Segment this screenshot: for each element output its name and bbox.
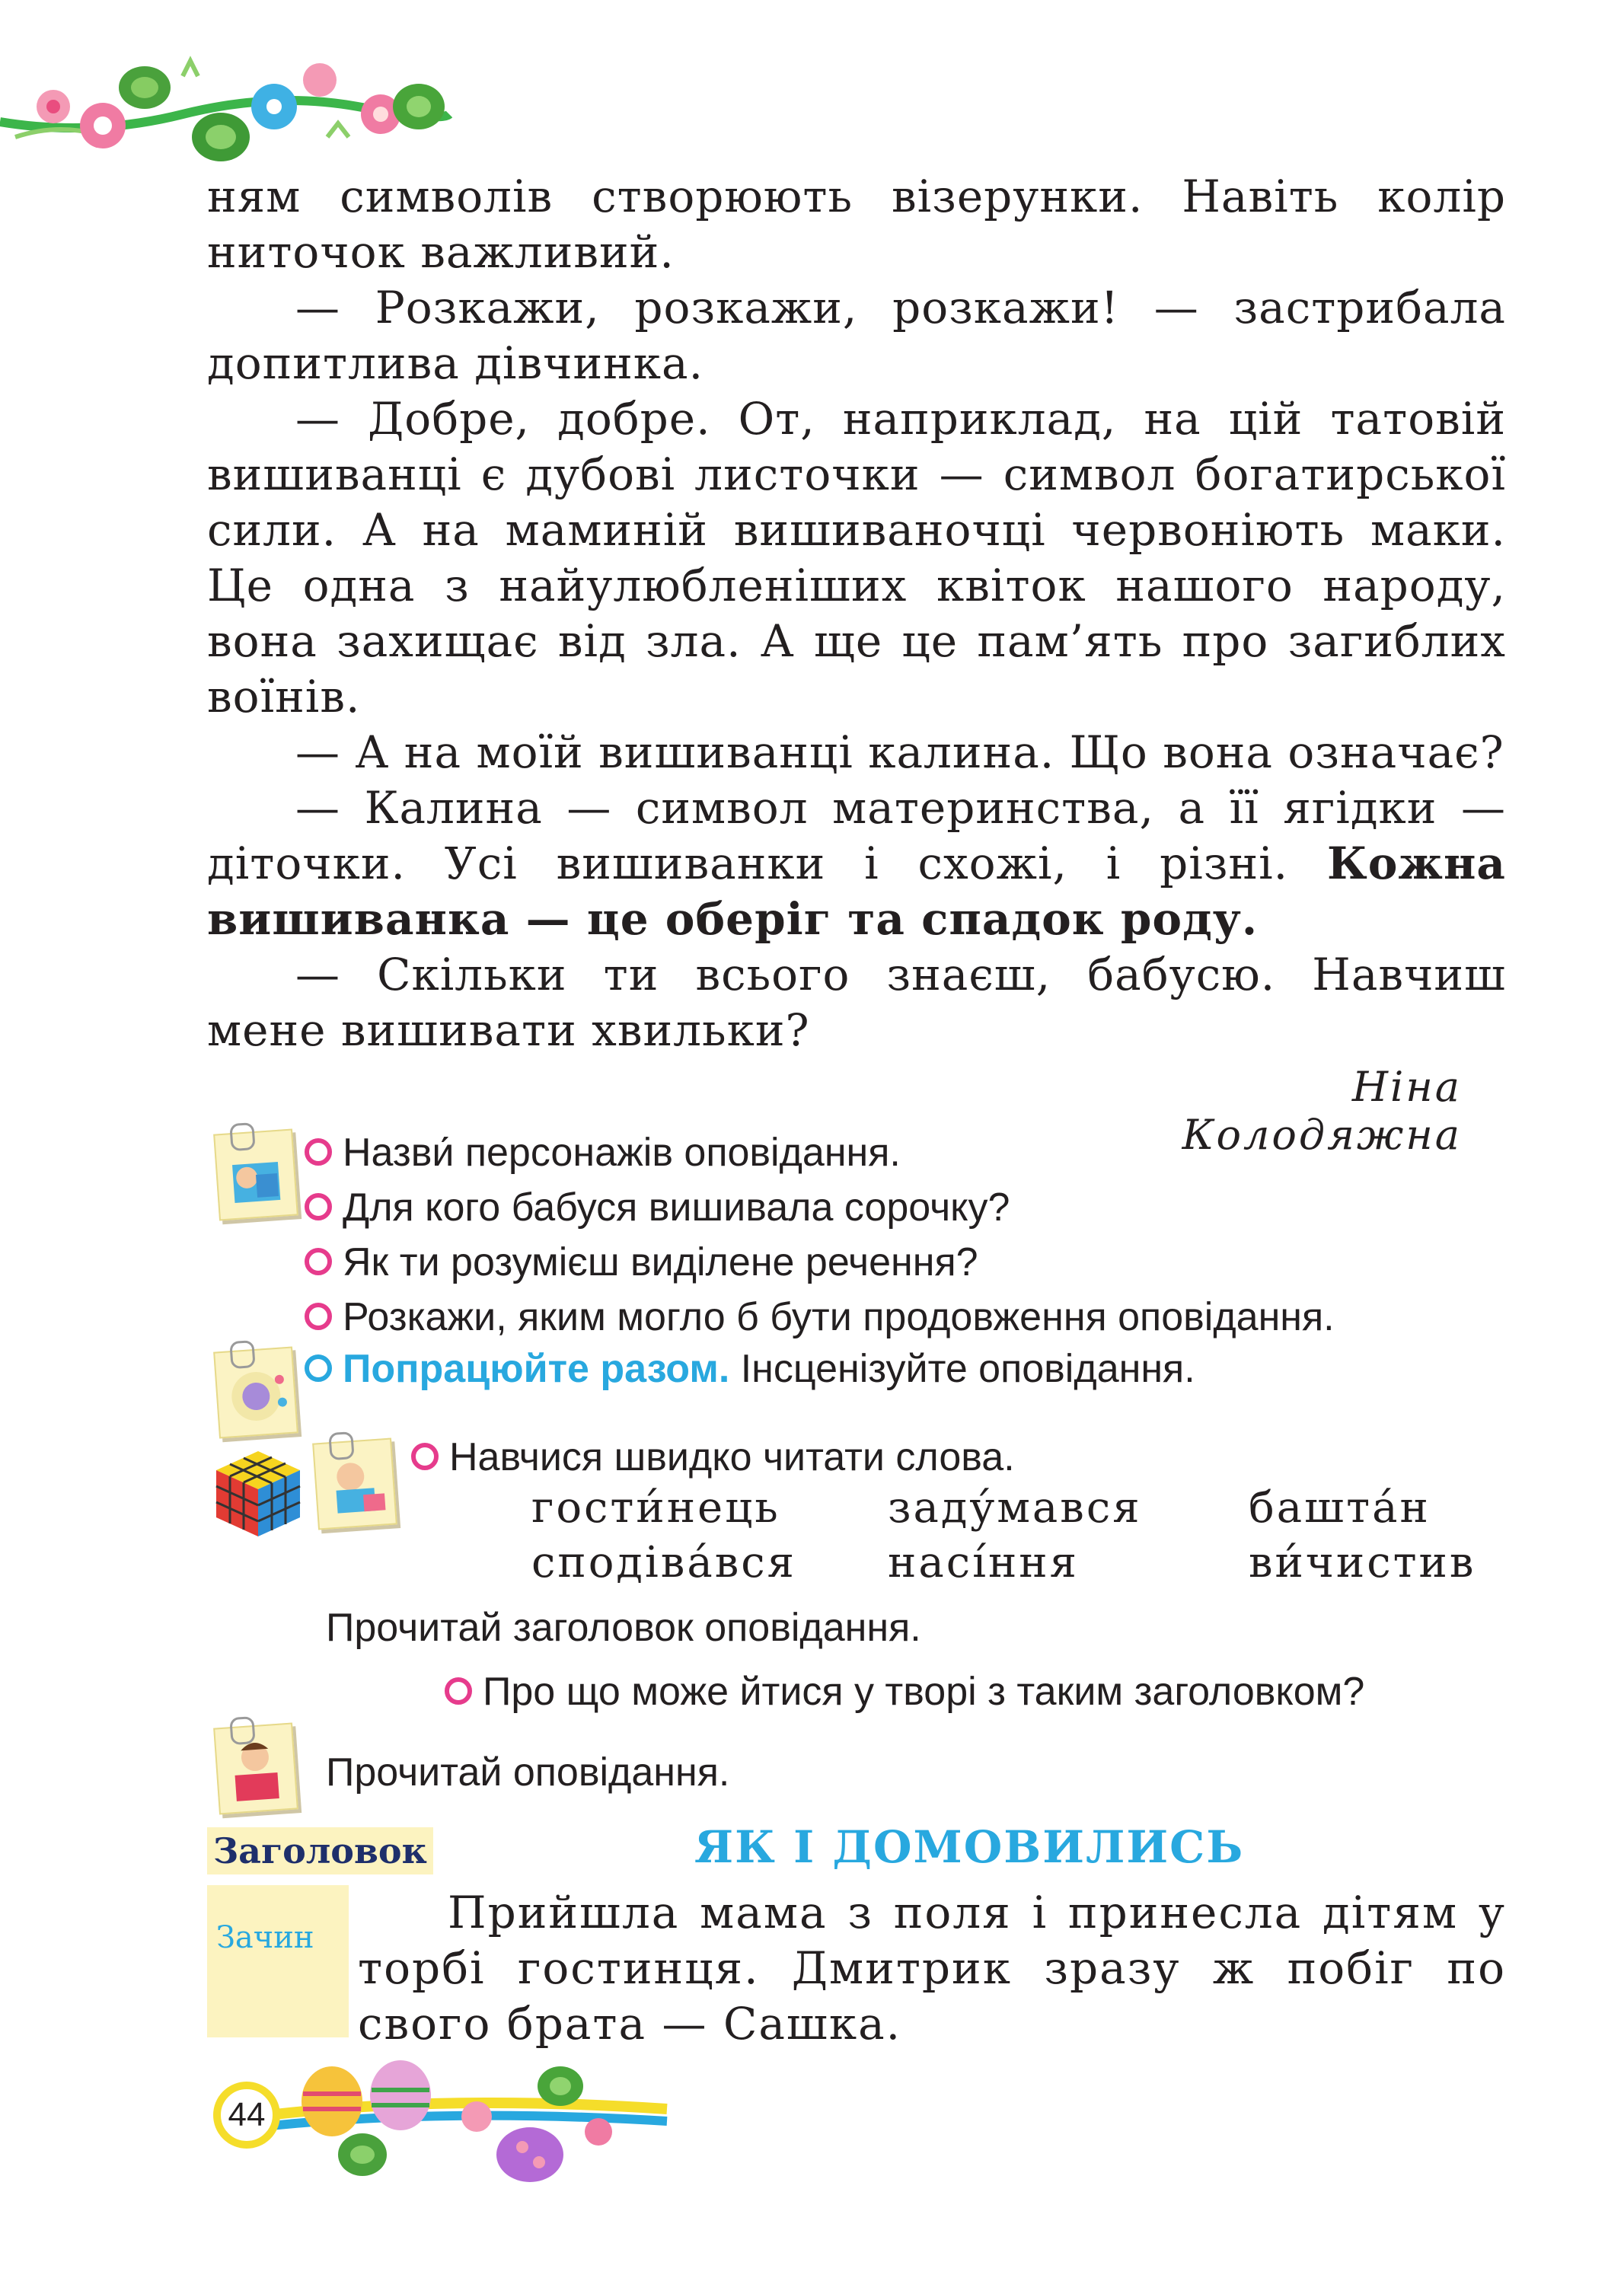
story-title: ЯК І ДОМОВИЛИСЬ <box>694 1821 1245 1873</box>
bullet-icon <box>305 1303 332 1330</box>
paragraph-text: — Калина — символ материнства, а її ягідки — діточки. Усі вишиванки і схожі, і різні. <box>207 782 1506 889</box>
question-list <box>305 1125 1335 1345</box>
teamwork-task <box>305 1342 1195 1396</box>
question-item: Назви́ персонажів оповідання. <box>305 1125 1335 1180</box>
story-paragraph <box>207 780 1506 947</box>
bullet-icon <box>305 1193 332 1220</box>
question-item: Для кого бабуся вишивала сорочку? <box>305 1180 1335 1235</box>
word-cell: насі́ння <box>888 1538 1079 1587</box>
question-item: Розкажи, яким могло б бути продовження оповідання. <box>305 1290 1335 1345</box>
teamwork-instruction: Інсценізуйте оповідання. <box>729 1347 1195 1391</box>
question-item: Як ти розумієш виділене речення? <box>305 1235 1335 1290</box>
discussion-sticker-icon <box>213 1129 298 1221</box>
bullet-icon <box>305 1248 332 1275</box>
word-cell: башта́н <box>1249 1483 1431 1533</box>
bullet-icon <box>305 1354 332 1382</box>
story-paragraph <box>207 725 1506 780</box>
title-label: Заголовок <box>207 1827 433 1874</box>
rubiks-cube-icon <box>209 1444 308 1543</box>
paragraph-text: — Розкажи, розкажи, розкажи! — застрибала допитлива дівчинка. <box>207 282 1506 389</box>
page-number: 44 <box>228 2096 266 2133</box>
teamwork-highlight: Попрацюйте разом. <box>343 1347 730 1391</box>
read-story-instruction: Прочитай оповідання. <box>326 1750 730 1795</box>
bullet-icon <box>411 1443 439 1470</box>
word-cell: ви́чистив <box>1249 1538 1476 1587</box>
paragraph-text: — Добре, добре. От, наприклад, на цій татовій вишиванці є дубові листочки — символ богатирської сили. А на маминій вишиваночці червоніють маки. Це одна з найулюбленіших квіток нашого народу, вона захищає від зла. А ще це пам’ять про загиблих воїнів. <box>207 393 1506 723</box>
speed-reading-sticker-icon <box>312 1438 397 1530</box>
teamwork-sticker-icon <box>213 1347 298 1439</box>
word-cell: гости́нець <box>531 1483 780 1533</box>
bullet-icon <box>305 1138 332 1166</box>
page-number-badge <box>213 2082 280 2149</box>
story-paragraph <box>207 391 1506 725</box>
title-question: Про що може йтися у творі з таким заголовком? <box>445 1664 1364 1719</box>
paragraph-text: ням символів створюють візерунки. Навіть колір ниточок важливий. <box>207 171 1506 278</box>
floral-ornament-top <box>0 23 457 175</box>
bullet-icon <box>445 1677 472 1705</box>
speed-reading-instruction: Навчися швидко читати слова. <box>411 1430 1015 1485</box>
story-paragraph <box>207 169 1506 280</box>
paragraph-text: — А на моїй вишиванці калина. Що вона означає? <box>295 726 1504 778</box>
read-title-instruction: Прочитай заголовок оповідання. <box>326 1606 921 1650</box>
story-text <box>207 169 1506 1058</box>
highlighted-sentence: Кожна вишиванка — це оберіг та спадок роду. <box>207 838 1506 945</box>
story-paragraph <box>207 947 1506 1058</box>
easter-eggs-ornament <box>210 2048 682 2185</box>
reading-sticker-icon <box>213 1723 298 1815</box>
new-story-text: Прийшла мама з поля і принесла дітям у торбі гостинця. Дмитрик зразу ж побіг по свого брата — Сашка. <box>358 1887 1506 2050</box>
word-cell: заду́мався <box>888 1483 1142 1533</box>
beginning-label: Зачин <box>207 1885 349 2037</box>
author-name: Ніна Колодяжна <box>1182 1063 1462 1159</box>
word-cell: сподіва́вся <box>531 1538 796 1587</box>
paragraph-text: — Скільки ти всього знаєш, бабусю. Навчиш мене вишивати хвильки? <box>207 949 1506 1056</box>
story-paragraph <box>207 280 1506 391</box>
